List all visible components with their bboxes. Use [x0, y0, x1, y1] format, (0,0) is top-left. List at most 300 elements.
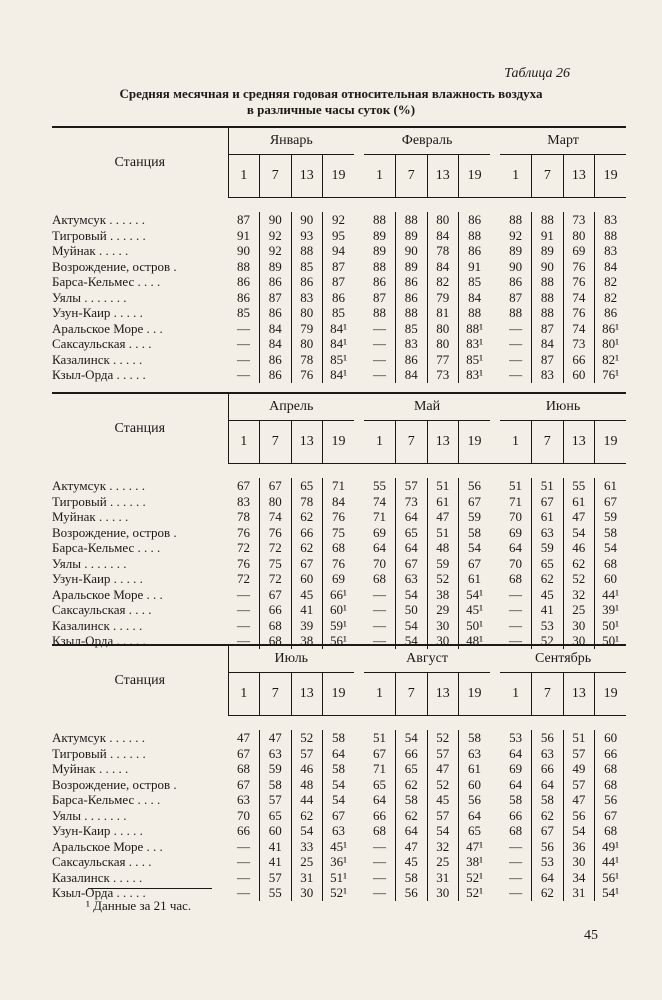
- humidity-value: 74: [563, 290, 595, 306]
- hour-header: 1: [364, 155, 396, 198]
- column-gap: [490, 587, 500, 603]
- month-block: [52, 644, 626, 901]
- humidity-value: —: [364, 618, 396, 634]
- humidity-value: 89: [396, 259, 428, 275]
- humidity-value: 64: [500, 746, 532, 762]
- table-row: [52, 870, 626, 886]
- table-row: [52, 792, 626, 808]
- humidity-value: 59: [604, 509, 618, 524]
- hour-header: 7: [532, 421, 564, 464]
- humidity-value: —: [228, 352, 260, 368]
- humidity-value: 72: [228, 540, 260, 556]
- humidity-value: 64: [396, 509, 428, 525]
- humidity-value: 86: [228, 290, 260, 306]
- column-gap: [490, 352, 500, 368]
- title-line-1: Средняя месячная и средняя годовая относительная влажность воздуха: [119, 86, 543, 101]
- humidity-value: 67: [468, 493, 482, 509]
- column-gap: [490, 777, 500, 793]
- column-gap: [490, 259, 500, 275]
- humidity-value: 31: [563, 885, 595, 901]
- humidity-value: 67: [260, 478, 292, 494]
- humidity-value: 88: [604, 227, 618, 243]
- column-gap: [490, 556, 500, 572]
- humidity-value: 31: [291, 870, 323, 886]
- humidity-value: 93: [291, 228, 323, 244]
- humidity-value: 65: [532, 556, 564, 572]
- hour-header: 19: [459, 673, 491, 716]
- humidity-value: 84: [332, 493, 345, 509]
- humidity-value: 30: [427, 618, 459, 634]
- month-header: Июнь: [500, 393, 626, 421]
- table-row: [52, 367, 626, 383]
- column-gap: [354, 421, 364, 464]
- column-gap: [490, 393, 500, 421]
- column-gap: [490, 602, 500, 618]
- humidity-value: 86: [396, 352, 428, 368]
- humidity-value: 76: [228, 525, 260, 541]
- humidity-value: 48: [427, 540, 459, 556]
- hour-header: 19: [323, 155, 355, 198]
- table-row: [52, 274, 626, 290]
- humidity-value: 86: [260, 305, 292, 321]
- hour-header: 13: [427, 421, 459, 464]
- humidity-value: 30: [563, 618, 595, 634]
- humidity-value: 66: [604, 745, 618, 761]
- column-gap: [354, 274, 364, 290]
- humidity-value: 68: [604, 761, 618, 776]
- column-gap: [354, 746, 364, 762]
- humidity-value: 51: [563, 730, 595, 746]
- humidity-value: 60: [604, 730, 618, 745]
- humidity-value: 63: [532, 746, 564, 762]
- humidity-value: —: [228, 602, 260, 618]
- station-name: Актумсук . . . . . .: [52, 478, 146, 493]
- humidity-value: 85: [228, 305, 260, 321]
- humidity-value: 84¹: [330, 320, 347, 336]
- month-block: [52, 392, 626, 649]
- humidity-value: 86: [260, 367, 292, 383]
- column-gap: [354, 645, 364, 673]
- month-header: Апрель: [228, 393, 354, 421]
- station-name: Возрождение, остров .: [52, 776, 177, 792]
- humidity-value: 73: [396, 494, 428, 510]
- humidity-value: 86: [364, 274, 396, 290]
- humidity-value: 63: [532, 525, 564, 541]
- humidity-value: 92: [332, 212, 346, 227]
- column-gap: [354, 212, 364, 228]
- humidity-value: 64: [396, 823, 428, 839]
- humidity-value: 49¹: [602, 838, 620, 854]
- humidity-value: 51: [532, 478, 564, 494]
- humidity-value: 72: [228, 571, 260, 587]
- humidity-value: —: [500, 839, 532, 855]
- humidity-value: 36: [563, 839, 595, 855]
- humidity-value: 54: [604, 540, 618, 555]
- humidity-value: 89: [364, 243, 396, 259]
- column-gap: [354, 127, 364, 155]
- humidity-value: 83: [604, 212, 618, 227]
- humidity-value: 89: [364, 228, 396, 244]
- humidity-value: 78: [427, 243, 459, 259]
- humidity-value: 52¹: [466, 869, 483, 885]
- humidity-value: 64: [364, 540, 396, 556]
- table-row: [52, 839, 626, 855]
- column-gap: [354, 321, 364, 337]
- humidity-value: 86: [332, 289, 346, 305]
- column-gap: [354, 228, 364, 244]
- humidity-value: —: [228, 321, 260, 337]
- humidity-value: 50¹: [602, 633, 619, 648]
- humidity-value: 90: [396, 243, 428, 259]
- humidity-value: 60: [291, 571, 323, 587]
- humidity-value: 68: [364, 571, 396, 587]
- humidity-value: 87: [332, 274, 346, 289]
- humidity-value: 63: [228, 792, 260, 808]
- humidity-value: 30: [427, 633, 459, 649]
- humidity-value: 52: [427, 571, 459, 587]
- humidity-table: [52, 392, 626, 649]
- hour-header: 7: [532, 155, 564, 198]
- humidity-value: 88: [396, 305, 428, 321]
- humidity-value: —: [228, 587, 260, 603]
- humidity-value: 71: [332, 478, 345, 493]
- station-name: Саксаульская . . . .: [52, 854, 152, 869]
- humidity-value: 38: [427, 587, 459, 603]
- humidity-value: 83: [396, 336, 428, 352]
- station-name: Кзыл-Орда . . . . .: [52, 633, 146, 648]
- humidity-value: 86: [604, 305, 618, 320]
- humidity-value: 84: [604, 258, 618, 274]
- humidity-value: 71: [364, 509, 396, 525]
- column-gap: [490, 494, 500, 510]
- column-gap: [490, 155, 500, 198]
- humidity-value: 82¹: [602, 351, 620, 367]
- column-gap: [490, 618, 500, 634]
- humidity-value: 60: [260, 823, 292, 839]
- column-gap: [354, 393, 364, 421]
- humidity-value: 48¹: [466, 633, 483, 648]
- humidity-value: 58: [604, 524, 618, 540]
- humidity-value: 60: [468, 776, 482, 792]
- humidity-value: 83¹: [466, 367, 484, 382]
- humidity-value: 88: [500, 305, 532, 321]
- humidity-value: 69: [364, 525, 396, 541]
- humidity-value: 81: [427, 305, 459, 321]
- hour-header: 7: [396, 673, 428, 716]
- humidity-value: 76¹: [602, 367, 620, 382]
- station-name: Аральское Море . . .: [52, 838, 163, 854]
- column-gap: [490, 367, 500, 383]
- table-row: [52, 243, 626, 259]
- humidity-value: 54: [427, 823, 459, 839]
- humidity-value: 91: [468, 258, 482, 274]
- humidity-value: 90: [228, 243, 260, 259]
- station-name: Актумсук . . . . . .: [52, 730, 146, 745]
- humidity-value: 69: [500, 761, 532, 777]
- humidity-value: 54: [291, 823, 323, 839]
- humidity-value: 38: [291, 633, 323, 649]
- humidity-value: 88: [532, 274, 564, 290]
- humidity-value: 32: [563, 587, 595, 603]
- humidity-value: 68: [332, 540, 345, 555]
- column-gap: [354, 571, 364, 587]
- humidity-value: 57: [563, 777, 595, 793]
- row-spacer: [52, 716, 626, 731]
- humidity-value: —: [500, 618, 532, 634]
- hour-header: 1: [500, 673, 532, 716]
- humidity-value: 36¹: [330, 854, 347, 869]
- humidity-value: 45¹: [330, 838, 347, 854]
- humidity-value: —: [364, 602, 396, 618]
- humidity-value: 46: [563, 540, 595, 556]
- humidity-value: 64: [500, 777, 532, 793]
- month-header-row: [52, 127, 626, 155]
- humidity-value: —: [500, 602, 532, 618]
- station-name: Барса-Кельмес . . . .: [52, 540, 161, 555]
- humidity-value: 51: [500, 478, 532, 494]
- humidity-value: 88: [364, 259, 396, 275]
- humidity-value: —: [228, 336, 260, 352]
- humidity-value: —: [228, 839, 260, 855]
- humidity-value: —: [364, 633, 396, 649]
- month-header: Август: [364, 645, 490, 673]
- hour-header: 13: [427, 673, 459, 716]
- humidity-value: 68: [500, 571, 532, 587]
- humidity-value: 38¹: [466, 854, 483, 869]
- humidity-value: 62: [563, 556, 595, 572]
- humidity-value: 63: [468, 745, 482, 761]
- humidity-value: —: [500, 854, 532, 870]
- humidity-value: 60: [563, 367, 595, 383]
- humidity-value: 51: [427, 525, 459, 541]
- humidity-value: 67: [532, 494, 564, 510]
- humidity-value: 58: [468, 730, 482, 745]
- footnote: ¹ Данные за 21 час.: [86, 898, 192, 913]
- station-name: Возрождение, остров .: [52, 524, 177, 540]
- humidity-value: —: [500, 367, 532, 383]
- humidity-value: 84: [427, 228, 459, 244]
- station-name: Аральское Море . . .: [52, 320, 163, 336]
- humidity-value: 54: [332, 792, 346, 807]
- column-gap: [490, 212, 500, 228]
- table-row: [52, 808, 626, 824]
- humidity-value: 61: [604, 478, 618, 493]
- humidity-value: 95: [332, 227, 346, 243]
- humidity-value: —: [228, 870, 260, 886]
- humidity-value: 85¹: [330, 351, 347, 367]
- table-row: [52, 730, 626, 746]
- humidity-value: 67: [228, 478, 260, 494]
- humidity-value: 66: [500, 808, 532, 824]
- column-gap: [490, 645, 500, 673]
- humidity-value: 62: [291, 808, 323, 824]
- humidity-value: 65: [291, 478, 323, 494]
- humidity-value: 89: [532, 243, 564, 259]
- humidity-value: 54: [396, 633, 428, 649]
- humidity-value: 30: [563, 633, 595, 649]
- column-gap: [354, 854, 364, 870]
- column-gap: [490, 228, 500, 244]
- table-row: [52, 494, 626, 510]
- humidity-value: 84: [427, 259, 459, 275]
- humidity-value: 86¹: [602, 320, 620, 336]
- humidity-value: 45: [396, 854, 428, 870]
- humidity-value: 92: [260, 228, 292, 244]
- humidity-value: 79: [427, 290, 459, 306]
- month-header: Июль: [228, 645, 354, 673]
- humidity-value: 46: [291, 761, 323, 777]
- humidity-value: —: [364, 839, 396, 855]
- humidity-table: [52, 126, 626, 383]
- column-gap: [354, 808, 364, 824]
- humidity-value: 56: [604, 792, 618, 807]
- humidity-value: 90: [500, 259, 532, 275]
- humidity-value: 87: [500, 290, 532, 306]
- column-gap: [354, 777, 364, 793]
- humidity-value: 41: [260, 854, 292, 870]
- humidity-value: 78: [291, 494, 323, 510]
- column-gap: [354, 823, 364, 839]
- humidity-value: 89: [396, 228, 428, 244]
- column-gap: [490, 870, 500, 886]
- humidity-value: 85: [468, 274, 482, 289]
- hour-header: 19: [595, 421, 627, 464]
- hour-header: 7: [260, 421, 292, 464]
- station-column-header: Станция: [52, 645, 228, 716]
- station-name: Барса-Кельмес . . . .: [52, 792, 161, 807]
- humidity-value: 41: [260, 839, 292, 855]
- station-name: Узун-Каир . . . . .: [52, 571, 143, 586]
- humidity-value: 69: [563, 243, 595, 259]
- hour-header: 1: [228, 421, 260, 464]
- table-row: [52, 602, 626, 618]
- humidity-value: 74: [260, 509, 292, 525]
- humidity-value: 53: [532, 854, 564, 870]
- table-row: [52, 571, 626, 587]
- humidity-value: 69: [500, 525, 532, 541]
- humidity-value: 44¹: [602, 586, 619, 602]
- humidity-value: 52: [427, 777, 459, 793]
- humidity-value: 44: [291, 792, 323, 808]
- table-row: [52, 352, 626, 368]
- humidity-value: 55: [364, 478, 396, 494]
- humidity-value: 54: [563, 525, 595, 541]
- humidity-value: 58: [260, 777, 292, 793]
- humidity-value: 84: [468, 289, 482, 305]
- station-name: Саксаульская . . . .: [52, 336, 152, 351]
- table-row: [52, 556, 626, 572]
- station-name: Муйнак . . . . .: [52, 761, 129, 776]
- humidity-value: 52: [563, 571, 595, 587]
- humidity-value: 67: [364, 746, 396, 762]
- humidity-value: 57: [563, 746, 595, 762]
- humidity-value: 86: [260, 352, 292, 368]
- humidity-value: 54¹: [466, 586, 483, 602]
- column-gap: [490, 127, 500, 155]
- humidity-value: 80: [427, 321, 459, 337]
- column-gap: [490, 305, 500, 321]
- column-gap: [490, 540, 500, 556]
- column-gap: [490, 290, 500, 306]
- column-gap: [490, 730, 500, 746]
- column-gap: [490, 673, 500, 716]
- humidity-value: —: [364, 367, 396, 383]
- month-header: Март: [500, 127, 626, 155]
- humidity-value: 59: [532, 540, 564, 556]
- hour-header: 7: [396, 155, 428, 198]
- hour-header: 13: [563, 673, 595, 716]
- title-line-2: в различные часы суток (%): [246, 102, 416, 117]
- humidity-value: 59: [427, 556, 459, 572]
- humidity-value: —: [364, 854, 396, 870]
- humidity-value: 90: [260, 212, 292, 228]
- humidity-value: 80: [291, 336, 323, 352]
- humidity-value: 39¹: [602, 602, 619, 617]
- humidity-value: 76: [563, 259, 595, 275]
- column-gap: [354, 352, 364, 368]
- column-gap: [354, 540, 364, 556]
- hour-header: 1: [500, 155, 532, 198]
- humidity-value: 61: [468, 571, 482, 586]
- column-gap: [354, 367, 364, 383]
- humidity-value: 66: [291, 525, 323, 541]
- column-gap: [354, 478, 364, 494]
- hour-header: 1: [500, 421, 532, 464]
- humidity-value: 79: [291, 321, 323, 337]
- station-name: Саксаульская . . . .: [52, 602, 152, 617]
- hour-header: 13: [427, 155, 459, 198]
- humidity-value: 60: [604, 571, 618, 586]
- humidity-value: 78: [228, 509, 260, 525]
- humidity-value: 54: [396, 730, 428, 746]
- humidity-value: 66: [563, 352, 595, 368]
- table-row: [52, 618, 626, 634]
- month-header: Январь: [228, 127, 354, 155]
- humidity-value: 88: [468, 305, 482, 320]
- station-name: Казалинск . . . . .: [52, 869, 143, 885]
- humidity-value: 67: [468, 555, 482, 571]
- humidity-value: 66¹: [330, 586, 347, 602]
- humidity-value: 80: [427, 212, 459, 228]
- column-gap: [490, 746, 500, 762]
- humidity-value: 58: [468, 524, 482, 540]
- column-gap: [354, 792, 364, 808]
- humidity-value: 88: [468, 227, 482, 243]
- humidity-table: [52, 644, 626, 901]
- humidity-value: 83: [228, 494, 260, 510]
- hour-header: 19: [595, 155, 627, 198]
- humidity-value: 73: [427, 367, 459, 383]
- humidity-value: 87: [532, 321, 564, 337]
- humidity-value: —: [364, 336, 396, 352]
- humidity-value: 58: [332, 761, 346, 776]
- humidity-value: —: [228, 618, 260, 634]
- humidity-value: 88: [396, 212, 428, 228]
- humidity-value: 76: [332, 555, 345, 571]
- humidity-value: 54: [563, 823, 595, 839]
- humidity-value: 66: [260, 602, 292, 618]
- humidity-value: 52: [532, 633, 564, 649]
- month-header: Май: [364, 393, 490, 421]
- station-name: Тигровый . . . . . .: [52, 493, 146, 509]
- humidity-value: 66: [396, 746, 428, 762]
- humidity-value: 85¹: [466, 351, 484, 367]
- humidity-value: 50¹: [466, 617, 483, 633]
- humidity-value: 53: [532, 618, 564, 634]
- column-gap: [490, 321, 500, 337]
- station-column-header: Станция: [52, 393, 228, 464]
- column-gap: [490, 509, 500, 525]
